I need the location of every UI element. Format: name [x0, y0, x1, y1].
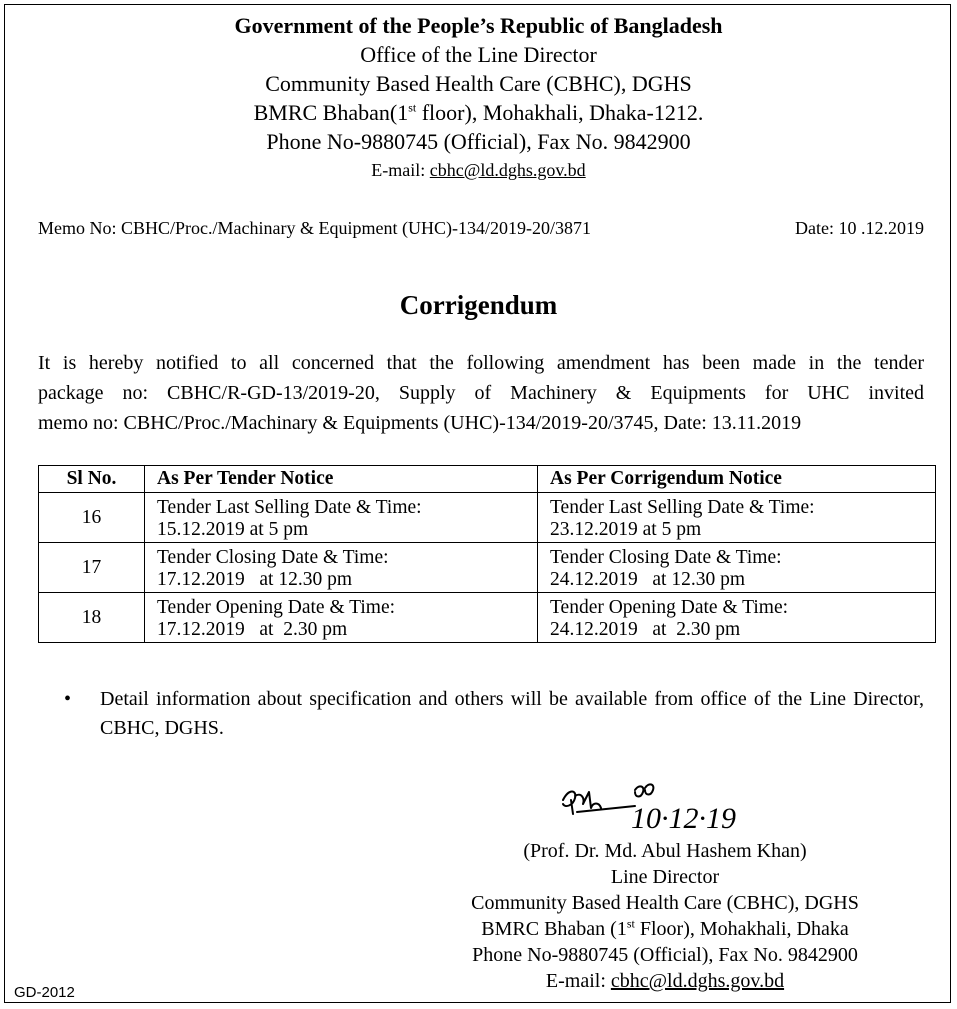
document-code: GD-2012: [14, 984, 75, 1001]
column-header: As Per Corrigendum Notice: [538, 466, 936, 493]
column-header: As Per Tender Notice: [145, 466, 538, 493]
signatory-address: BMRC Bhaban (1st Floor), Mohakhali, Dhaka: [481, 916, 849, 940]
table-row: [39, 593, 936, 643]
memo-line: [38, 218, 924, 239]
signatory-phone: Phone No-9880745 (Official), Fax No. 9842900: [472, 944, 858, 966]
signatory-name: (Prof. Dr. Md. Abul Hashem Khan): [523, 840, 807, 862]
old-value-cell: Tender Opening Date & Time: 17.12.2019 at 2.30 pm: [145, 593, 538, 643]
notice-line: package no: CBHC/R-GD-13/2019-20, Supply of Machinery & Equipments for UHC invited: [38, 382, 924, 404]
old-value-cell: Tender Last Selling Date & Time: 15.12.2019 at 5 pm: [145, 493, 538, 543]
signatory-designation: Line Director: [610, 866, 720, 888]
signatory-email: E-mail: cbhc@ld.dghs.gov.bd: [545, 970, 785, 992]
memo-date: Date: 10 .12.2019: [795, 218, 924, 238]
office-phone: Phone No-9880745 (Official), Fax No. 9842900: [266, 129, 691, 154]
new-value-cell: Tender Closing Date & Time: 24.12.2019 at 12.30 pm: [538, 543, 936, 593]
amendment-table: [38, 465, 936, 643]
email-link[interactable]: cbhc@ld.dghs.gov.bd: [429, 160, 586, 180]
table-header-row: [39, 466, 936, 493]
bullet-icon: •: [64, 688, 72, 710]
notice-line: memo no: CBHC/Proc./Machinary & Equipments (UHC)-134/2019-20/3745, Date: 13.11.2019: [38, 412, 802, 434]
office-email: E-mail: cbhc@ld.dghs.gov.bd: [371, 160, 586, 180]
office-name: Office of the Line Director: [360, 42, 597, 67]
signatory-block: [430, 838, 900, 994]
document-title: Corrigendum: [399, 290, 558, 320]
bullet-text: Detail information about specification and others will be available from office of the Line Director, CBHC, DGHS.: [100, 688, 924, 739]
serial-number: 18: [39, 593, 145, 643]
office-address: BMRC Bhaban(1st floor), Mohakhali, Dhaka-1212.: [253, 100, 704, 125]
old-value-cell: Tender Closing Date & Time: 17.12.2019 at 12.30 pm: [145, 543, 538, 593]
table-row: [39, 493, 936, 543]
new-value-cell: Tender Opening Date & Time: 24.12.2019 at 2.30 pm: [538, 593, 936, 643]
table-row: [39, 543, 936, 593]
new-value-cell: Tender Last Selling Date & Time: 23.12.2019 at 5 pm: [538, 493, 936, 543]
memo-number: Memo No: CBHC/Proc./Machinary & Equipment (UHC)-134/2019-20/3871: [38, 218, 591, 238]
signatory-program: Community Based Health Care (CBHC), DGHS: [471, 892, 859, 914]
serial-number: 17: [39, 543, 145, 593]
notice-line: It is hereby notified to all concerned that the following amendment has been made in the tender: [38, 352, 924, 374]
letterhead: [0, 12, 957, 183]
handwritten-signature: [555, 778, 765, 838]
program-name: Community Based Health Care (CBHC), DGHS: [265, 71, 692, 96]
bullet-note: [64, 685, 924, 743]
column-header: Sl No.: [39, 466, 145, 493]
serial-number: 16: [39, 493, 145, 543]
notice-paragraph: [38, 348, 924, 438]
government-title: Government of the People’s Republic of Bangladesh: [234, 13, 723, 38]
email-link[interactable]: cbhc@ld.dghs.gov.bd: [610, 970, 785, 992]
svg-text:10·12·19: 10·12·19: [631, 802, 736, 835]
